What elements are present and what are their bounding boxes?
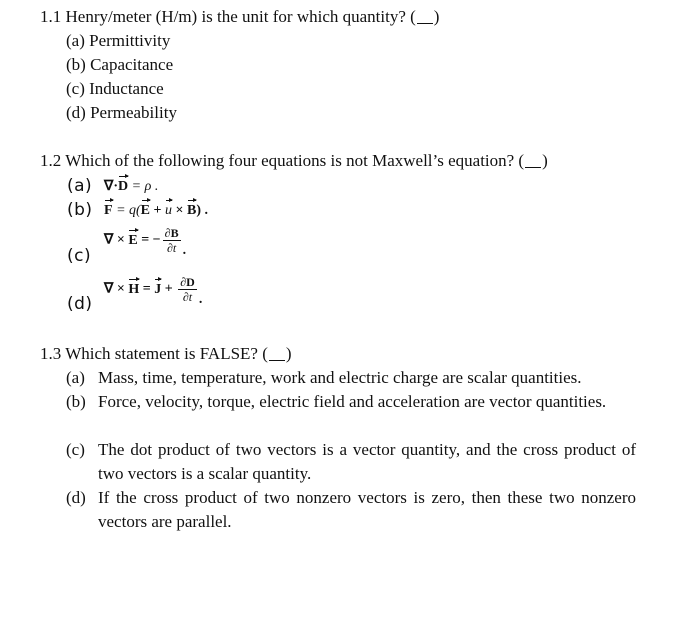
eq-b-plus: +	[150, 203, 165, 218]
answer-blank-1-2[interactable]	[525, 153, 541, 168]
option-1-3-c-text: The dot product of two vectors is a vector quantity, and the cross product of two vectors is a scalar quantity.	[98, 440, 636, 483]
eq-c-end: .	[182, 242, 187, 258]
option-1-3-a-text: Mass, time, temperature, work and electric charge are scalar quantities.	[98, 368, 582, 387]
option-1-3-c-key: (c)	[66, 440, 85, 459]
eq-b-mid: = q(	[112, 203, 141, 218]
eq-b-b-vector: B	[186, 203, 197, 218]
eq-a-d-vector: D	[118, 179, 129, 194]
question-1-2-stem	[40, 150, 548, 172]
eq-c-operator: ∇ ×	[104, 232, 129, 248]
equation-c	[104, 226, 187, 258]
option-1-3-d	[66, 486, 636, 534]
eq-d-denominator: ∂t	[182, 290, 193, 304]
option-1-3-b-text: Force, velocity, torque, electric field and acceleration are vector quantities.	[98, 392, 607, 411]
eq-c-denominator: ∂t	[166, 241, 177, 255]
eq-a-rhs: = ρ .	[128, 179, 159, 194]
eq-a-operator: ∇·	[104, 179, 119, 194]
eq-b-e-vector: E	[140, 203, 151, 218]
option-1-2-c-label: (c)	[67, 246, 92, 266]
eq-b-times: ×	[172, 203, 187, 218]
option-1-3-a-key: (a)	[66, 368, 85, 387]
option-1-3-c	[66, 438, 636, 486]
option-1-3-d-key: (d)	[66, 488, 86, 507]
option-1-3-b	[66, 390, 636, 414]
equation-b	[104, 203, 208, 219]
equation-d	[104, 275, 203, 307]
eq-d-plus: +	[161, 281, 177, 297]
eq-c-numerator: ∂B	[164, 226, 179, 240]
question-1-1-text: 1.1 Henry/meter (H/m) is the unit for which quantity? (	[40, 7, 416, 26]
question-1-3-close: )	[285, 344, 292, 363]
option-1-1-c: (c) Inductance	[66, 79, 164, 98]
eq-d-numerator: ∂D	[180, 275, 195, 289]
answer-blank-1-1[interactable]	[417, 9, 433, 24]
option-1-1-d: (d) Permeability	[66, 103, 177, 122]
eq-d-operator: ∇ ×	[104, 281, 129, 297]
option-1-2-b-label: (b)	[67, 200, 93, 220]
eq-b-end: ) .	[196, 203, 208, 218]
question-1-3-stem	[40, 343, 292, 365]
eq-d-equals: =	[139, 281, 155, 297]
option-1-2-a-label: (a)	[67, 176, 93, 196]
option-1-3-d-text: If the cross product of two nonzero vectors is zero, then these two nonzero vectors are parallel.	[98, 488, 636, 531]
equation-a	[104, 179, 158, 195]
question-1-2-close: )	[542, 151, 548, 170]
eq-c-fraction	[163, 226, 181, 255]
answer-blank-1-3[interactable]	[269, 346, 285, 361]
question-1-1-stem	[40, 6, 439, 28]
question-1-3-text: 1.3 Which statement is FALSE? (	[40, 344, 268, 363]
eq-d-h-vector: H	[128, 281, 140, 297]
eq-d-fraction	[178, 275, 197, 304]
option-1-1-b: (b) Capacitance	[66, 55, 174, 74]
option-1-2-d-label: (d)	[67, 294, 93, 314]
question-1-2-text: 1.2 Which of the following four equations is not Maxwell’s equation? (	[40, 151, 525, 170]
question-1-1-close: )	[433, 7, 440, 26]
eq-d-j-vector: J	[154, 281, 162, 297]
option-1-3-a	[66, 366, 636, 390]
option-1-3-b-key: (b)	[66, 392, 86, 411]
eq-c-e-vector: E	[128, 232, 138, 248]
eq-c-equals: = −	[137, 232, 161, 248]
eq-b-u-vector: u	[165, 203, 172, 218]
eq-d-end: .	[198, 291, 203, 307]
eq-b-f-vector: F	[104, 203, 113, 218]
option-1-1-a: (a) Permittivity	[66, 31, 171, 50]
